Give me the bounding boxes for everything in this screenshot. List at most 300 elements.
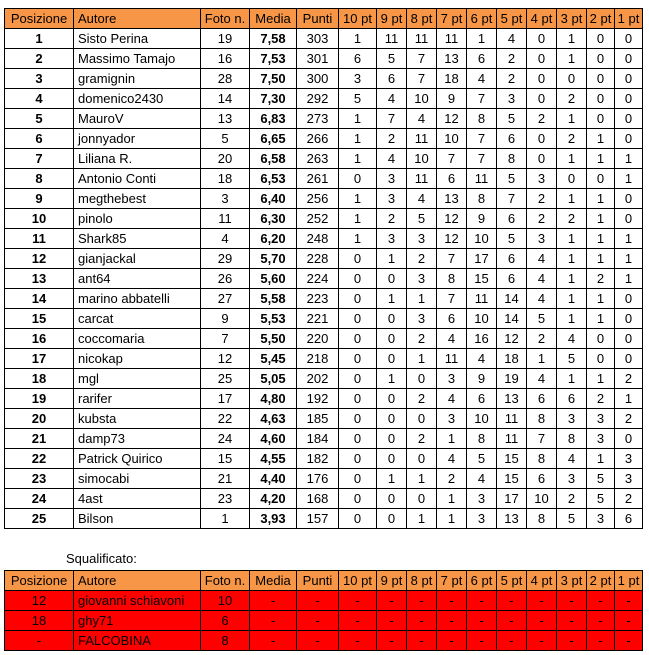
- cell-pt4: 2: [527, 329, 557, 349]
- cell-pt8: 1: [407, 509, 437, 529]
- cell-pt9: -: [377, 611, 407, 631]
- cell-autore: damp73: [74, 429, 201, 449]
- cell-pt2: -: [587, 611, 615, 631]
- cell-autore: Patrick Quirico: [74, 449, 201, 469]
- table-row: [5, 429, 643, 449]
- cell-pt8: 0: [407, 409, 437, 429]
- cell-pt7: 1: [437, 509, 467, 529]
- cell-autore: Sisto Perina: [74, 29, 201, 49]
- cell-media: 6,20: [250, 229, 297, 249]
- cell-pt1: 1: [615, 169, 643, 189]
- cell-pt6: 10: [467, 309, 497, 329]
- cell-posizione: 15: [5, 309, 74, 329]
- table-row: [5, 289, 643, 309]
- header-media: Media: [250, 571, 297, 591]
- cell-foto: 1: [201, 509, 250, 529]
- cell-pt1: 0: [615, 329, 643, 349]
- cell-pt6: 6: [467, 49, 497, 69]
- cell-pt5: 14: [497, 289, 527, 309]
- cell-foto: 4: [201, 229, 250, 249]
- header-punti: Punti: [297, 9, 339, 29]
- cell-pt5: 13: [497, 509, 527, 529]
- table-row: [5, 49, 643, 69]
- cell-punti: 303: [297, 29, 339, 49]
- cell-pt4: -: [527, 631, 557, 651]
- cell-media: 5,60: [250, 269, 297, 289]
- cell-punti: 252: [297, 209, 339, 229]
- disqualified-row: [5, 611, 643, 631]
- cell-media: 6,53: [250, 169, 297, 189]
- cell-pt5: 17: [497, 489, 527, 509]
- table-row: [5, 209, 643, 229]
- cell-punti: 224: [297, 269, 339, 289]
- cell-pt4: -: [527, 591, 557, 611]
- cell-pt5: 15: [497, 449, 527, 469]
- cell-pt9: -: [377, 591, 407, 611]
- cell-pt6: 10: [467, 409, 497, 429]
- header-pt9: 9 pt: [377, 571, 407, 591]
- cell-pt7: 12: [437, 209, 467, 229]
- cell-pt2: 0: [587, 69, 615, 89]
- cell-pt10: 0: [339, 409, 377, 429]
- cell-pt4: 2: [527, 209, 557, 229]
- disqualified-row: [5, 631, 643, 651]
- cell-media: -: [250, 631, 297, 651]
- cell-pt10: 0: [339, 429, 377, 449]
- cell-pt10: 1: [339, 149, 377, 169]
- cell-pt6: 9: [467, 369, 497, 389]
- cell-pt9: 0: [377, 349, 407, 369]
- cell-pt6: 17: [467, 249, 497, 269]
- cell-pt3: -: [557, 631, 587, 651]
- cell-pt5: 6: [497, 249, 527, 269]
- cell-pt2: 3: [587, 509, 615, 529]
- cell-pt7: 3: [437, 409, 467, 429]
- cell-pt2: 5: [587, 489, 615, 509]
- cell-posizione: 18: [5, 611, 74, 631]
- cell-autore: kubsta: [74, 409, 201, 429]
- table-row: [5, 269, 643, 289]
- cell-punti: 218: [297, 349, 339, 369]
- table-row: [5, 29, 643, 49]
- cell-posizione: 12: [5, 249, 74, 269]
- cell-autore: Bilson: [74, 509, 201, 529]
- cell-pt10: -: [339, 631, 377, 651]
- cell-pt1: 0: [615, 209, 643, 229]
- cell-pt8: 2: [407, 429, 437, 449]
- header-foto: Foto n.: [201, 9, 250, 29]
- header-posizione: Posizione: [5, 571, 74, 591]
- cell-pt3: 2: [557, 209, 587, 229]
- cell-punti: 184: [297, 429, 339, 449]
- cell-punti: 168: [297, 489, 339, 509]
- cell-pt4: -: [527, 611, 557, 631]
- cell-posizione: 13: [5, 269, 74, 289]
- cell-pt10: 0: [339, 269, 377, 289]
- header-autore: Autore: [74, 9, 201, 29]
- cell-pt8: 5: [407, 209, 437, 229]
- cell-punti: 202: [297, 369, 339, 389]
- header-pt6: 6 pt: [467, 571, 497, 591]
- cell-pt8: -: [407, 611, 437, 631]
- cell-pt6: 11: [467, 289, 497, 309]
- cell-foto: 29: [201, 249, 250, 269]
- cell-pt1: 0: [615, 109, 643, 129]
- cell-punti: 266: [297, 129, 339, 149]
- cell-autore: gianjackal: [74, 249, 201, 269]
- cell-media: 5,50: [250, 329, 297, 349]
- cell-pt1: -: [615, 611, 643, 631]
- cell-pt7: 8: [437, 269, 467, 289]
- header-row: [5, 9, 643, 29]
- cell-pt1: 2: [615, 409, 643, 429]
- cell-autore: 4ast: [74, 489, 201, 509]
- table-row: [5, 309, 643, 329]
- cell-autore: ant64: [74, 269, 201, 289]
- cell-pt1: 1: [615, 229, 643, 249]
- cell-pt4: 3: [527, 169, 557, 189]
- cell-pt3: 1: [557, 369, 587, 389]
- cell-media: 3,93: [250, 509, 297, 529]
- cell-foto: 21: [201, 469, 250, 489]
- cell-pt2: 0: [587, 169, 615, 189]
- cell-pt9: 4: [377, 149, 407, 169]
- cell-media: 6,65: [250, 129, 297, 149]
- cell-pt8: 2: [407, 329, 437, 349]
- cell-pt6: 10: [467, 229, 497, 249]
- cell-punti: 261: [297, 169, 339, 189]
- cell-pt6: 8: [467, 109, 497, 129]
- cell-posizione: 7: [5, 149, 74, 169]
- cell-pt3: 1: [557, 109, 587, 129]
- cell-pt8: 3: [407, 229, 437, 249]
- cell-pt7: 10: [437, 129, 467, 149]
- cell-pt1: -: [615, 591, 643, 611]
- cell-autore: gramignin: [74, 69, 201, 89]
- cell-media: 7,58: [250, 29, 297, 49]
- cell-pt3: 2: [557, 89, 587, 109]
- cell-pt9: 1: [377, 289, 407, 309]
- cell-media: 6,83: [250, 109, 297, 129]
- header-posizione: Posizione: [5, 9, 74, 29]
- cell-punti: 273: [297, 109, 339, 129]
- cell-pt6: -: [467, 631, 497, 651]
- cell-pt2: 1: [587, 249, 615, 269]
- cell-pt8: 0: [407, 369, 437, 389]
- cell-pt5: 5: [497, 229, 527, 249]
- cell-pt7: 6: [437, 169, 467, 189]
- cell-pt10: 5: [339, 89, 377, 109]
- header-pt6: 6 pt: [467, 9, 497, 29]
- cell-posizione: 3: [5, 69, 74, 89]
- cell-pt7: -: [437, 631, 467, 651]
- cell-pt8: 1: [407, 289, 437, 309]
- cell-punti: 256: [297, 189, 339, 209]
- cell-pt4: 8: [527, 509, 557, 529]
- cell-media: 7,50: [250, 69, 297, 89]
- cell-posizione: 8: [5, 169, 74, 189]
- cell-media: 5,45: [250, 349, 297, 369]
- cell-pt7: 7: [437, 249, 467, 269]
- cell-pt3: -: [557, 591, 587, 611]
- cell-pt2: 0: [587, 89, 615, 109]
- cell-posizione: 2: [5, 49, 74, 69]
- cell-pt6: 4: [467, 69, 497, 89]
- header-pt9: 9 pt: [377, 9, 407, 29]
- cell-pt7: 3: [437, 369, 467, 389]
- table-row: [5, 489, 643, 509]
- cell-pt9: 0: [377, 429, 407, 449]
- cell-posizione: 14: [5, 289, 74, 309]
- header-pt1: 1 pt: [615, 571, 643, 591]
- cell-pt9: 0: [377, 489, 407, 509]
- cell-foto: 7: [201, 329, 250, 349]
- cell-pt4: 4: [527, 289, 557, 309]
- cell-pt7: 2: [437, 469, 467, 489]
- cell-media: 4,60: [250, 429, 297, 449]
- cell-pt4: 6: [527, 389, 557, 409]
- cell-pt8: 11: [407, 29, 437, 49]
- table-row: [5, 189, 643, 209]
- cell-pt5: 7: [497, 189, 527, 209]
- disqualified-caption: Squalificato:: [66, 551, 137, 566]
- cell-pt1: 1: [615, 389, 643, 409]
- cell-punti: 301: [297, 49, 339, 69]
- cell-pt3: 3: [557, 469, 587, 489]
- cell-pt4: 0: [527, 89, 557, 109]
- cell-pt2: 2: [587, 269, 615, 289]
- header-pt5: 5 pt: [497, 571, 527, 591]
- cell-punti: -: [297, 611, 339, 631]
- cell-posizione: 20: [5, 409, 74, 429]
- cell-pt6: -: [467, 591, 497, 611]
- cell-pt7: 13: [437, 189, 467, 209]
- cell-media: 4,80: [250, 389, 297, 409]
- cell-pt2: 1: [587, 189, 615, 209]
- cell-foto: 11: [201, 209, 250, 229]
- cell-autore: marino abbatelli: [74, 289, 201, 309]
- cell-punti: -: [297, 591, 339, 611]
- cell-pt7: 6: [437, 309, 467, 329]
- cell-media: 5,05: [250, 369, 297, 389]
- cell-pt9: -: [377, 631, 407, 651]
- cell-pt6: 9: [467, 209, 497, 229]
- cell-foto: 24: [201, 429, 250, 449]
- cell-pt1: -: [615, 631, 643, 651]
- cell-autore: MauroV: [74, 109, 201, 129]
- cell-posizione: 23: [5, 469, 74, 489]
- cell-pt4: 4: [527, 369, 557, 389]
- cell-foto: 8: [201, 631, 250, 651]
- table-row: [5, 149, 643, 169]
- cell-pt10: 0: [339, 509, 377, 529]
- cell-pt4: 8: [527, 409, 557, 429]
- cell-autore: Massimo Tamajo: [74, 49, 201, 69]
- cell-foto: 20: [201, 149, 250, 169]
- cell-pt3: 1: [557, 29, 587, 49]
- table-row: [5, 449, 643, 469]
- cell-pt1: 0: [615, 29, 643, 49]
- cell-pt7: 11: [437, 29, 467, 49]
- cell-media: 4,55: [250, 449, 297, 469]
- header-pt1: 1 pt: [615, 9, 643, 29]
- cell-posizione: 12: [5, 591, 74, 611]
- cell-pt1: 0: [615, 89, 643, 109]
- cell-pt9: 11: [377, 29, 407, 49]
- cell-autore: simocabi: [74, 469, 201, 489]
- cell-pt3: 1: [557, 149, 587, 169]
- cell-foto: 14: [201, 89, 250, 109]
- cell-foto: 12: [201, 349, 250, 369]
- cell-pt5: 4: [497, 29, 527, 49]
- cell-punti: 220: [297, 329, 339, 349]
- cell-pt9: 5: [377, 49, 407, 69]
- header-punti: Punti: [297, 571, 339, 591]
- cell-posizione: 17: [5, 349, 74, 369]
- cell-pt7: 1: [437, 429, 467, 449]
- cell-pt8: 4: [407, 189, 437, 209]
- header-pt10: 10 pt: [339, 9, 377, 29]
- cell-pt3: 2: [557, 489, 587, 509]
- cell-foto: 16: [201, 49, 250, 69]
- cell-posizione: 21: [5, 429, 74, 449]
- cell-pt3: 3: [557, 409, 587, 429]
- cell-pt2: 1: [587, 149, 615, 169]
- cell-foto: 27: [201, 289, 250, 309]
- cell-pt2: 0: [587, 29, 615, 49]
- cell-posizione: 24: [5, 489, 74, 509]
- cell-pt4: 7: [527, 429, 557, 449]
- cell-pt7: 18: [437, 69, 467, 89]
- cell-pt2: 1: [587, 209, 615, 229]
- cell-punti: 176: [297, 469, 339, 489]
- cell-pt3: 2: [557, 129, 587, 149]
- cell-pt2: 1: [587, 229, 615, 249]
- cell-punti: 185: [297, 409, 339, 429]
- cell-pt8: 7: [407, 69, 437, 89]
- cell-foto: 9: [201, 309, 250, 329]
- cell-autore: Liliana R.: [74, 149, 201, 169]
- cell-autore: nicokap: [74, 349, 201, 369]
- header-pt2: 2 pt: [587, 571, 615, 591]
- cell-pt3: 4: [557, 329, 587, 349]
- cell-pt3: 5: [557, 349, 587, 369]
- table-row: [5, 469, 643, 489]
- cell-posizione: 1: [5, 29, 74, 49]
- cell-pt6: 8: [467, 189, 497, 209]
- cell-pt5: 6: [497, 129, 527, 149]
- table-row: [5, 69, 643, 89]
- cell-autore: rarifer: [74, 389, 201, 409]
- cell-pt6: 4: [467, 349, 497, 369]
- header-row: [5, 571, 643, 591]
- cell-pt4: 0: [527, 29, 557, 49]
- table-row: [5, 369, 643, 389]
- cell-pt5: 14: [497, 309, 527, 329]
- cell-pt9: 3: [377, 169, 407, 189]
- cell-pt8: 11: [407, 129, 437, 149]
- header-media: Media: [250, 9, 297, 29]
- cell-pt8: 2: [407, 389, 437, 409]
- cell-posizione: -: [5, 631, 74, 651]
- cell-foto: 22: [201, 409, 250, 429]
- cell-pt3: 1: [557, 289, 587, 309]
- cell-foto: 3: [201, 189, 250, 209]
- cell-pt6: 5: [467, 449, 497, 469]
- cell-pt1: 0: [615, 49, 643, 69]
- cell-autore: Antonio Conti: [74, 169, 201, 189]
- cell-pt2: 1: [587, 129, 615, 149]
- cell-pt5: 11: [497, 409, 527, 429]
- cell-pt1: 2: [615, 489, 643, 509]
- cell-posizione: 25: [5, 509, 74, 529]
- cell-pt9: 2: [377, 209, 407, 229]
- cell-pt1: 0: [615, 189, 643, 209]
- cell-media: 6,40: [250, 189, 297, 209]
- cell-foto: 15: [201, 449, 250, 469]
- cell-pt10: 1: [339, 229, 377, 249]
- table-row: [5, 229, 643, 249]
- cell-pt4: 4: [527, 249, 557, 269]
- header-pt8: 8 pt: [407, 9, 437, 29]
- cell-pt3: 1: [557, 269, 587, 289]
- cell-pt4: 1: [527, 349, 557, 369]
- cell-pt7: -: [437, 591, 467, 611]
- cell-pt8: -: [407, 591, 437, 611]
- cell-pt1: 0: [615, 129, 643, 149]
- cell-pt6: 7: [467, 129, 497, 149]
- cell-punti: 292: [297, 89, 339, 109]
- cell-posizione: 16: [5, 329, 74, 349]
- cell-autore: coccomaria: [74, 329, 201, 349]
- cell-punti: 228: [297, 249, 339, 269]
- cell-autore: mgl: [74, 369, 201, 389]
- cell-pt4: 5: [527, 309, 557, 329]
- cell-pt3: 6: [557, 389, 587, 409]
- cell-pt9: 7: [377, 109, 407, 129]
- cell-pt4: 0: [527, 69, 557, 89]
- cell-pt3: -: [557, 611, 587, 631]
- table-row: [5, 329, 643, 349]
- cell-pt5: 8: [497, 149, 527, 169]
- cell-pt9: 3: [377, 189, 407, 209]
- cell-foto: 25: [201, 369, 250, 389]
- cell-foto: 19: [201, 29, 250, 49]
- table-row: [5, 349, 643, 369]
- cell-autore: ghy71: [74, 611, 201, 631]
- cell-pt5: 2: [497, 49, 527, 69]
- cell-pt1: 0: [615, 349, 643, 369]
- cell-pt7: 4: [437, 389, 467, 409]
- cell-posizione: 5: [5, 109, 74, 129]
- cell-foto: 6: [201, 611, 250, 631]
- cell-punti: 300: [297, 69, 339, 89]
- cell-pt6: 16: [467, 329, 497, 349]
- cell-punti: 157: [297, 509, 339, 529]
- cell-pt2: 2: [587, 389, 615, 409]
- cell-pt10: 0: [339, 169, 377, 189]
- header-foto: Foto n.: [201, 571, 250, 591]
- cell-pt8: 0: [407, 489, 437, 509]
- table-row: [5, 249, 643, 269]
- cell-pt1: 3: [615, 449, 643, 469]
- cell-foto: 10: [201, 591, 250, 611]
- cell-punti: 248: [297, 229, 339, 249]
- cell-pt10: 0: [339, 449, 377, 469]
- cell-pt9: 0: [377, 329, 407, 349]
- cell-foto: 28: [201, 69, 250, 89]
- cell-pt2: 0: [587, 49, 615, 69]
